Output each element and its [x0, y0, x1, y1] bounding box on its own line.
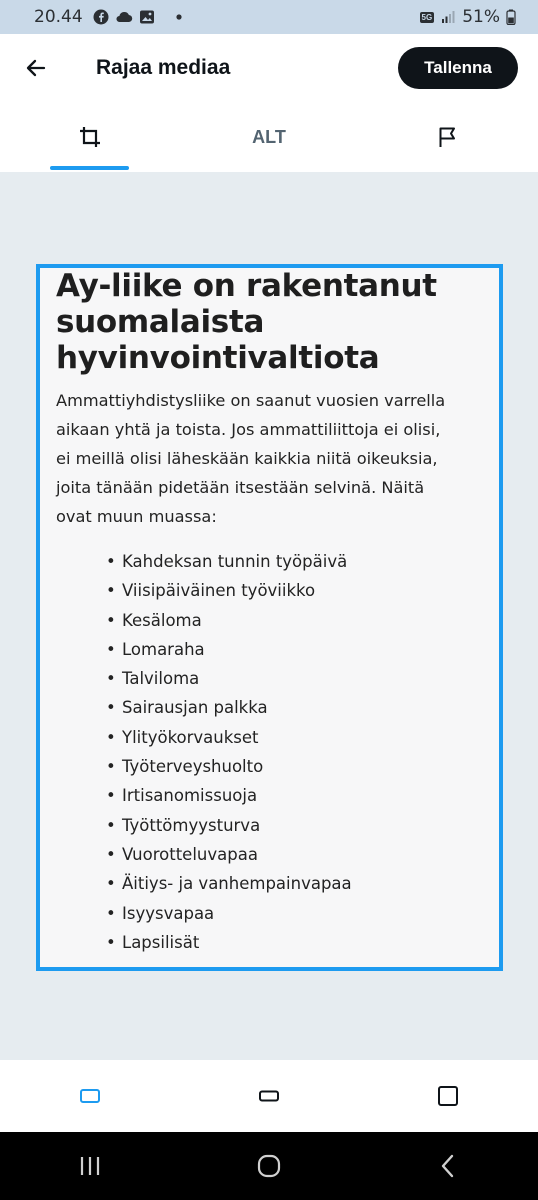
- chevron-left-icon: [438, 1153, 458, 1179]
- crop-workspace: [0, 172, 538, 1060]
- page-title: Rajaa mediaa: [96, 56, 231, 79]
- image-body-line: ovat muun muassa:: [56, 507, 217, 526]
- list-item: • Lomaraha: [106, 635, 485, 664]
- recents-button[interactable]: [0, 1132, 179, 1200]
- list-item: • Ylityökorvaukset: [106, 723, 485, 752]
- list-item: • Työttömyysturva: [106, 811, 485, 840]
- status-time: 20.44: [34, 7, 83, 27]
- signal-icon: [440, 9, 456, 25]
- battery-percent: 51%: [462, 7, 500, 27]
- editor-tabs: [0, 102, 538, 172]
- aspect-original-icon: [79, 1087, 101, 1105]
- active-tab-indicator: [50, 166, 129, 170]
- crop-frame[interactable]: [36, 264, 503, 971]
- list-item: • Äitiys- ja vanhempainvapaa: [106, 869, 485, 898]
- image-body-line: aikaan yhtä ja toista. Jos ammattiliittoja ei olisi,: [56, 420, 441, 439]
- app-header: [0, 34, 538, 102]
- benefit-list: [56, 547, 485, 957]
- image-heading: [56, 268, 485, 376]
- image-heading-line: suomalaista: [56, 304, 265, 340]
- recents-icon: [78, 1155, 102, 1177]
- list-item: • Lapsilisät: [106, 928, 485, 957]
- image-body-line: joita tänään pidetään itsestään selvinä. Näitä: [56, 478, 425, 497]
- image-body-line: ei meillä olisi läheskään kaikkia niitä oikeuksia,: [56, 449, 438, 468]
- tab-alt-label: ALT: [252, 126, 286, 147]
- list-item: • Irtisanomissuoja: [106, 781, 485, 810]
- arrow-left-icon: [24, 56, 48, 80]
- status-left: [34, 7, 187, 27]
- aspect-original-button[interactable]: [0, 1060, 179, 1132]
- image-body-text: [56, 386, 485, 531]
- home-button[interactable]: [179, 1132, 358, 1200]
- aspect-wide-button[interactable]: [179, 1060, 358, 1132]
- list-item: • Kesäloma: [106, 606, 485, 635]
- tab-crop[interactable]: [0, 102, 179, 172]
- aspect-square-button[interactable]: [359, 1060, 538, 1132]
- list-item: • Työterveyshuolto: [106, 752, 485, 781]
- image-body-line: Ammattiyhdistysliike on saanut vuosien varrella: [56, 391, 446, 410]
- cloud-icon: [115, 9, 133, 25]
- facebook-icon: [93, 9, 109, 25]
- crop-icon: [78, 125, 102, 149]
- image-heading-line: Ay-liike on rakentanut: [56, 268, 437, 304]
- list-item: • Viisipäiväinen työviikko: [106, 576, 485, 605]
- aspect-square-icon: [437, 1085, 459, 1107]
- status-right: [420, 7, 516, 27]
- dot-icon: [171, 9, 187, 25]
- status-bar: [0, 0, 538, 34]
- aspect-ratio-bar: [0, 1060, 538, 1132]
- back-button[interactable]: [20, 52, 52, 84]
- media-image: [40, 268, 499, 957]
- list-item: • Talviloma: [106, 664, 485, 693]
- tab-flag[interactable]: [359, 102, 538, 172]
- list-item: • Kahdeksan tunnin työpäivä: [106, 547, 485, 576]
- tab-alt[interactable]: [179, 102, 358, 172]
- battery-icon: [506, 9, 516, 25]
- system-nav-bar: [0, 1132, 538, 1200]
- home-icon: [256, 1153, 282, 1179]
- back-system-button[interactable]: [359, 1132, 538, 1200]
- save-button[interactable]: Tallenna: [398, 47, 518, 89]
- flag-icon: [436, 125, 460, 149]
- network-badge: 5G: [421, 12, 433, 22]
- gallery-icon: [139, 9, 155, 25]
- aspect-wide-icon: [258, 1087, 280, 1105]
- image-heading-line: hyvinvointivaltiota: [56, 340, 380, 376]
- list-item: • Isyysvapaa: [106, 899, 485, 928]
- list-item: • Sairausjan palkka: [106, 693, 485, 722]
- list-item: • Vuorotteluvapaa: [106, 840, 485, 869]
